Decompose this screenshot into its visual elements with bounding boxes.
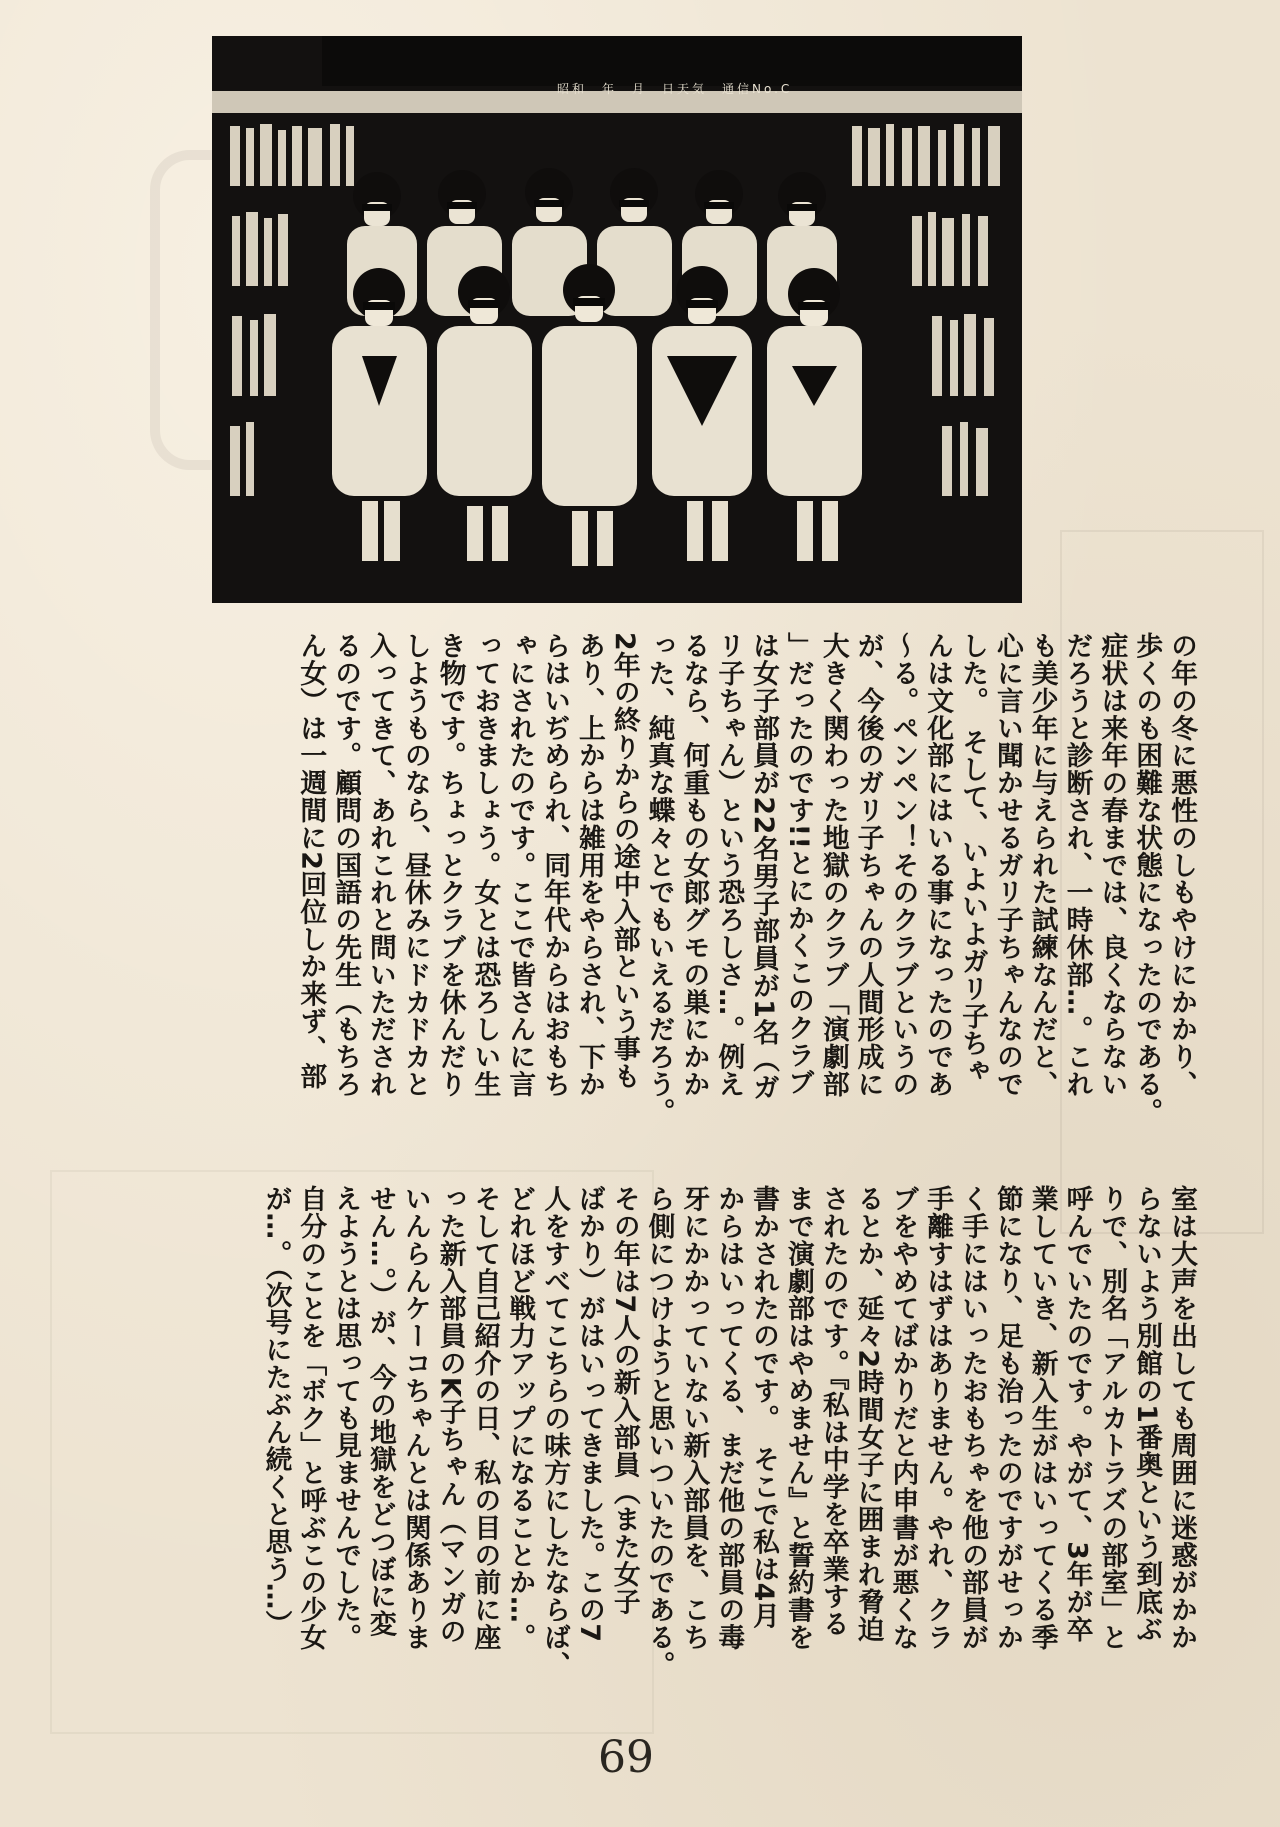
- text-line: 〜る。ペンペン！そのクラブというの: [887, 632, 919, 1098]
- text-line: した。 そして、いよいよガリ子ちゃ: [957, 632, 989, 1085]
- text-line: 呼んでいたのです。やがて、3年が卒: [1061, 1185, 1093, 1643]
- text-line: 入ってきて、あれこれと問いただされ: [364, 632, 396, 1098]
- text-line: されたのです。『私は中学を卒業する: [817, 1185, 849, 1638]
- text-line: らないよう別館の1番奥という到底ぶ: [1131, 1185, 1163, 1643]
- page-number: 69: [598, 1732, 654, 1783]
- article-lower-block: [48, 1185, 1198, 1725]
- text-line: んは文化部にはいる事になったのであ: [922, 632, 954, 1098]
- text-line: 症状は来年の春までは、良くならない: [1096, 632, 1128, 1098]
- text-line: 手離すはずはありません。やれ、クラ: [922, 1185, 954, 1651]
- text-line: 牙にかかっていない新入部員を、こち: [678, 1185, 710, 1651]
- text-line: しようものなら、昼休みにドカドカと: [399, 632, 431, 1098]
- text-line: ブをやめてばかりだと内申書が悪くな: [887, 1185, 919, 1651]
- text-line: が…。（次号にたぶん続くと思う…）: [260, 1185, 292, 1638]
- text-line: 書かされたのです。 そこで私は4月: [748, 1185, 780, 1630]
- text-line: く手にはいったおもちゃを他の部員が: [957, 1185, 989, 1651]
- text-line: リ子ちゃん）という恐ろしさ…。例え: [713, 632, 745, 1098]
- text-line: 心に言い聞かせるガリ子ちゃんなので: [991, 632, 1023, 1098]
- text-line: いんらんケーコちゃんとは関係ありま: [399, 1185, 431, 1651]
- text-line: 節になり、足も治ったのですがせっか: [991, 1185, 1023, 1651]
- text-line: っておきましょう。女とは恐ろしい生: [469, 632, 501, 1098]
- text-line: 業していき、新入生がはいってくる季: [1026, 1185, 1058, 1651]
- text-line: が、今後のガリ子ちゃんの人間形成に: [852, 632, 884, 1098]
- text-line: 」だったのです!!とにかくこのクラブ: [782, 632, 814, 1097]
- text-line: るとか、延々2時間女子に囲まれ脅迫: [852, 1185, 884, 1643]
- group-photo-image: [212, 36, 1022, 603]
- text-line: 室は大声を出しても周囲に迷惑がかか: [1166, 1185, 1197, 1651]
- text-line: えようとは思っても見ませんでした。: [330, 1185, 362, 1651]
- text-line: は女子部員が22名男子部員が1名（ガ: [748, 632, 780, 1101]
- article-upper-block: [48, 632, 1198, 1172]
- text-line: 2年の終りからの途中入部という事も: [608, 632, 640, 1090]
- text-line: どれほど戦力アップになることか…。: [504, 1185, 536, 1651]
- text-line: その年は7人の新入部員（また女子: [608, 1185, 640, 1616]
- text-line: まで演劇部はやめません』と誓約書を: [782, 1185, 814, 1651]
- text-line: あり、上からは雑用をやらされ、下か: [573, 632, 605, 1098]
- text-line: った、純真な蝶々とでもいえるだろう。: [643, 632, 675, 1126]
- text-line: るなら、何重もの女郎グモの巣にかか: [678, 632, 710, 1098]
- text-line: せん…。）が、今の地獄をどつぼに変: [364, 1185, 396, 1638]
- photo-caption: 昭和 年 月 日天気 通信No.C: [557, 82, 793, 96]
- text-line: の年の冬に悪性のしもやけにかかり、: [1166, 632, 1197, 1098]
- text-line: った新入部員のK子ちゃん（マンガの: [434, 1185, 466, 1645]
- text-line: 人をすべてこちらの味方にしたならば、: [539, 1185, 571, 1679]
- text-line: だろうと診断され、一時休部…。これ: [1061, 632, 1093, 1098]
- text-line: 大きく関わった地獄のクラブ「演劇部: [817, 632, 849, 1098]
- text-line: 自分のことを「ボク」と呼ぶこの少女: [295, 1185, 327, 1651]
- text-line: らはいぢめられ、同年代からはおもち: [539, 632, 571, 1098]
- text-line: ばかり）がはいってきました。この7: [573, 1185, 605, 1643]
- text-line: りで、別名「アルカトラズの部室」と: [1096, 1185, 1128, 1651]
- text-line: ら側につけようと思いついたのである。: [643, 1185, 675, 1679]
- text-line: も美少年に与えられた試練なんだと、: [1026, 632, 1058, 1098]
- text-line: るのです。顧問の国語の先生（もちろ: [330, 632, 362, 1098]
- text-line: ん女）は一週間に2回位しか来ず、部: [295, 632, 327, 1090]
- text-line: そして自己紹介の日、私の目の前に座: [469, 1185, 501, 1651]
- text-line: からはいってくる、まだ他の部員の毒: [713, 1185, 745, 1651]
- text-line: 歩くのも困難な状態になったのである。: [1131, 632, 1163, 1126]
- group-photo: [212, 36, 1022, 603]
- text-line: ゃにされたのです。ここで皆さんに言: [504, 632, 536, 1098]
- text-line: き物です。ちょっとクラブを休んだり: [434, 632, 466, 1098]
